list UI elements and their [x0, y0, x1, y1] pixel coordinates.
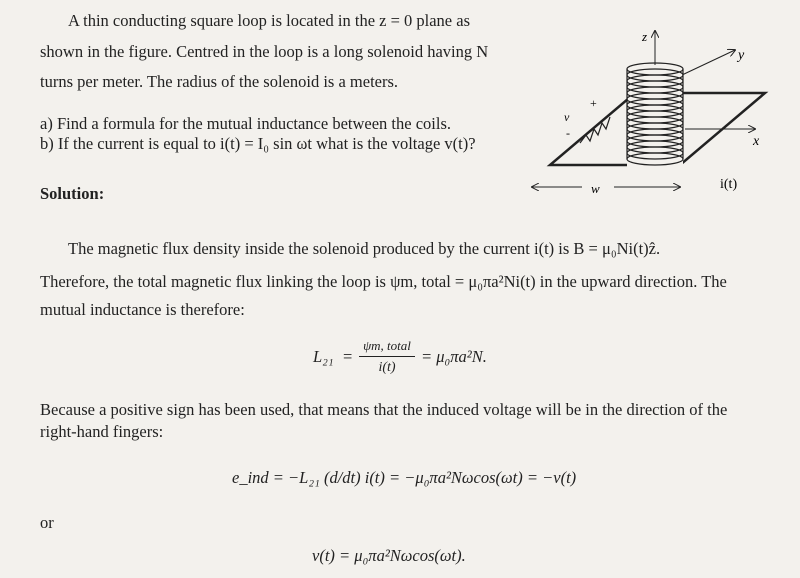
plus-sign: + — [590, 96, 597, 110]
or-text: or — [40, 513, 54, 532]
solution-para1-line2: Therefore, the total magnetic flux linking the loop is ψm, total = μ₀πa²Ni(t) in the upward direction. The — [40, 272, 727, 291]
solution-para2-line2: right-hand fingers: — [40, 422, 164, 441]
solenoid-coil — [627, 63, 683, 167]
solution-heading: Solution: — [40, 184, 105, 203]
eq1-equals: = — [343, 347, 353, 366]
eq1-denominator: i(t) — [378, 360, 396, 375]
problem-line-1: A thin conducting square loop is located in the z = 0 plane as — [68, 11, 471, 30]
x-axis-label: x — [753, 134, 760, 149]
eq1-numerator: ψm, total — [363, 338, 411, 353]
y-axis-label: y — [738, 48, 745, 63]
eq1-rhs: = μ₀πa²N. — [421, 347, 487, 366]
eq2-induced-emf: e_ind = −L₂₁ (d/dt) i(t) = −μ₀πa²Nωcos(ωt) = −v(t) — [232, 468, 577, 487]
loop-solenoid-figure — [520, 25, 795, 205]
problem-part-a: a) Find a formula for the mutual inductance between the coils. — [40, 114, 451, 133]
voltage-label: v — [564, 110, 570, 124]
eq1-lhs: L₂₁ — [313, 347, 334, 366]
problem-line-2: shown in the figure. Centred in the loop is a long solenoid having N — [40, 42, 489, 61]
problem-part-b: b) If the current is equal to i(t) = I₀ sin ωt what is the voltage v(t)? — [40, 134, 476, 153]
w-label: w — [591, 181, 600, 196]
solution-para1-line3: mutual inductance is therefore: — [40, 300, 245, 319]
solution-para1-line1: The magnetic flux density inside the solenoid produced by the current i(t) is B = μ₀Ni(t)ẑ. — [68, 239, 661, 258]
y-axis — [682, 50, 735, 75]
z-axis-label: z — [642, 29, 648, 44]
current-label: i(t) — [720, 177, 738, 192]
minus-sign: - — [566, 126, 570, 140]
eq1-fraction-bar — [359, 356, 415, 357]
solution-para2-line1: Because a positive sign has been used, that means that the induced voltage will be in the direction of the — [40, 400, 728, 419]
problem-line-3: turns per meter. The radius of the solenoid is a meters. — [40, 72, 399, 91]
eq3-voltage: v(t) = μ₀πa²Nωcos(ωt). — [312, 546, 466, 565]
resistor-symbol — [580, 117, 610, 143]
